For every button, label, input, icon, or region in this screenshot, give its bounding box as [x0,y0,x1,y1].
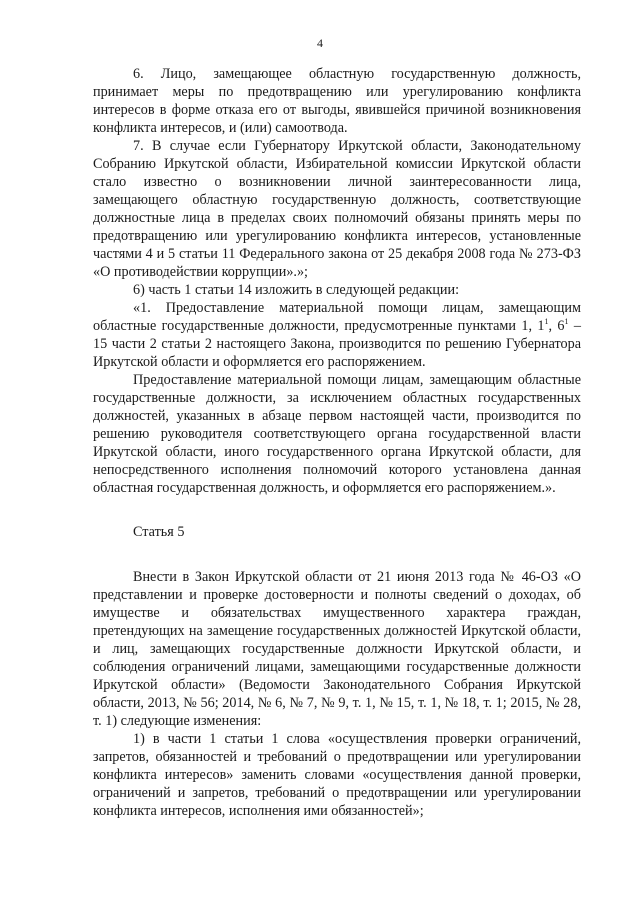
paragraph: 7. В случае если Губернатору Иркутской области, Законодательному Собранию Иркутской области, Избирательной комиссии Иркутской области стало известно о возникновении личной заинтересованности лица, замещающего областную государственную должность, соответствующие должностные лица в пределах своих полномочий обязаны принять меры по предотвращению или урегулированию конфликта интересов, установленные частями 4 и 5 статьи 11 Федерального закона от 25 декабря 2008 года № 273-ФЗ «О противодействии коррупции».»; [93,138,581,280]
quote-text: – 15 части 2 статьи 2 настоящего Закона, производится по решению Губернатора Иркутской области и оформляется его распоряжением. [93,318,582,370]
superscript: 1 [564,317,569,326]
superscript: 1 [544,317,549,326]
document-body [93,65,581,820]
paragraph: Внести в Закон Иркутской области от 21 июня 2013 года № 46-ОЗ «О представлении и проверке достоверности и полноты сведений о доходах, об имуществе и обязательствах имущественного характера граждан, претендующих на замещение государственных должностей Иркутской области, и лиц, замещающих государственные должности Иркутской области, и соблюдения ограничений лицами, замещающими государственные должности Иркутской области» (Ведомости Законодательного Собрания Иркутской области, 2013, № 56; 2014, № 6, № 7, № 9, т. 1, № 15, т. 1, № 18, т. 1; 2015, № 28, т. 1) следующие изменения: [93,569,581,729]
quote-text: «1. Предоставление материальной помощи лицам, замещающим областные государственные должности, предусмотренные пунктами 1, 1 [93,300,581,334]
page-number: 4 [317,36,323,50]
quote-paragraph [93,299,581,371]
quote-text: , 6 [548,318,565,334]
paragraph: 1) в части 1 статьи 1 слова «осуществления проверки ограничений, запретов, обязанностей и требований о предотвращении или урегулировании конфликта интересов» заменить словами «осуществления данной проверки, ограничений и запретов, требований о предотвращении или урегулировании конфликта интересов, исполнения ими обязанностей»; [93,731,581,819]
paragraph: 6) часть 1 статьи 14 изложить в следующей редакции: [133,282,460,298]
article-heading: Статья 5 [133,524,185,540]
paragraph: Предоставление материальной помощи лицам, замещающим областные государственные должности, за исключением областных государственных должностей, указанных в абзаце первом настоящей части, производится по решению руководителя соответствующего органа государственной власти Иркутской области, иного государственного органа Иркутской области, для непосредственного исполнения полномочий которого установлена данная областная государственная должность, и оформляется его распоряжением.». [93,372,581,496]
paragraph: 6. Лицо, замещающее областную государственную должность, принимает меры по предотвращению или урегулированию конфликта интересов в форме отказа его от выгоды, явившейся причиной возникновения конфликта интересов, и (или) самоотвода. [93,66,581,136]
